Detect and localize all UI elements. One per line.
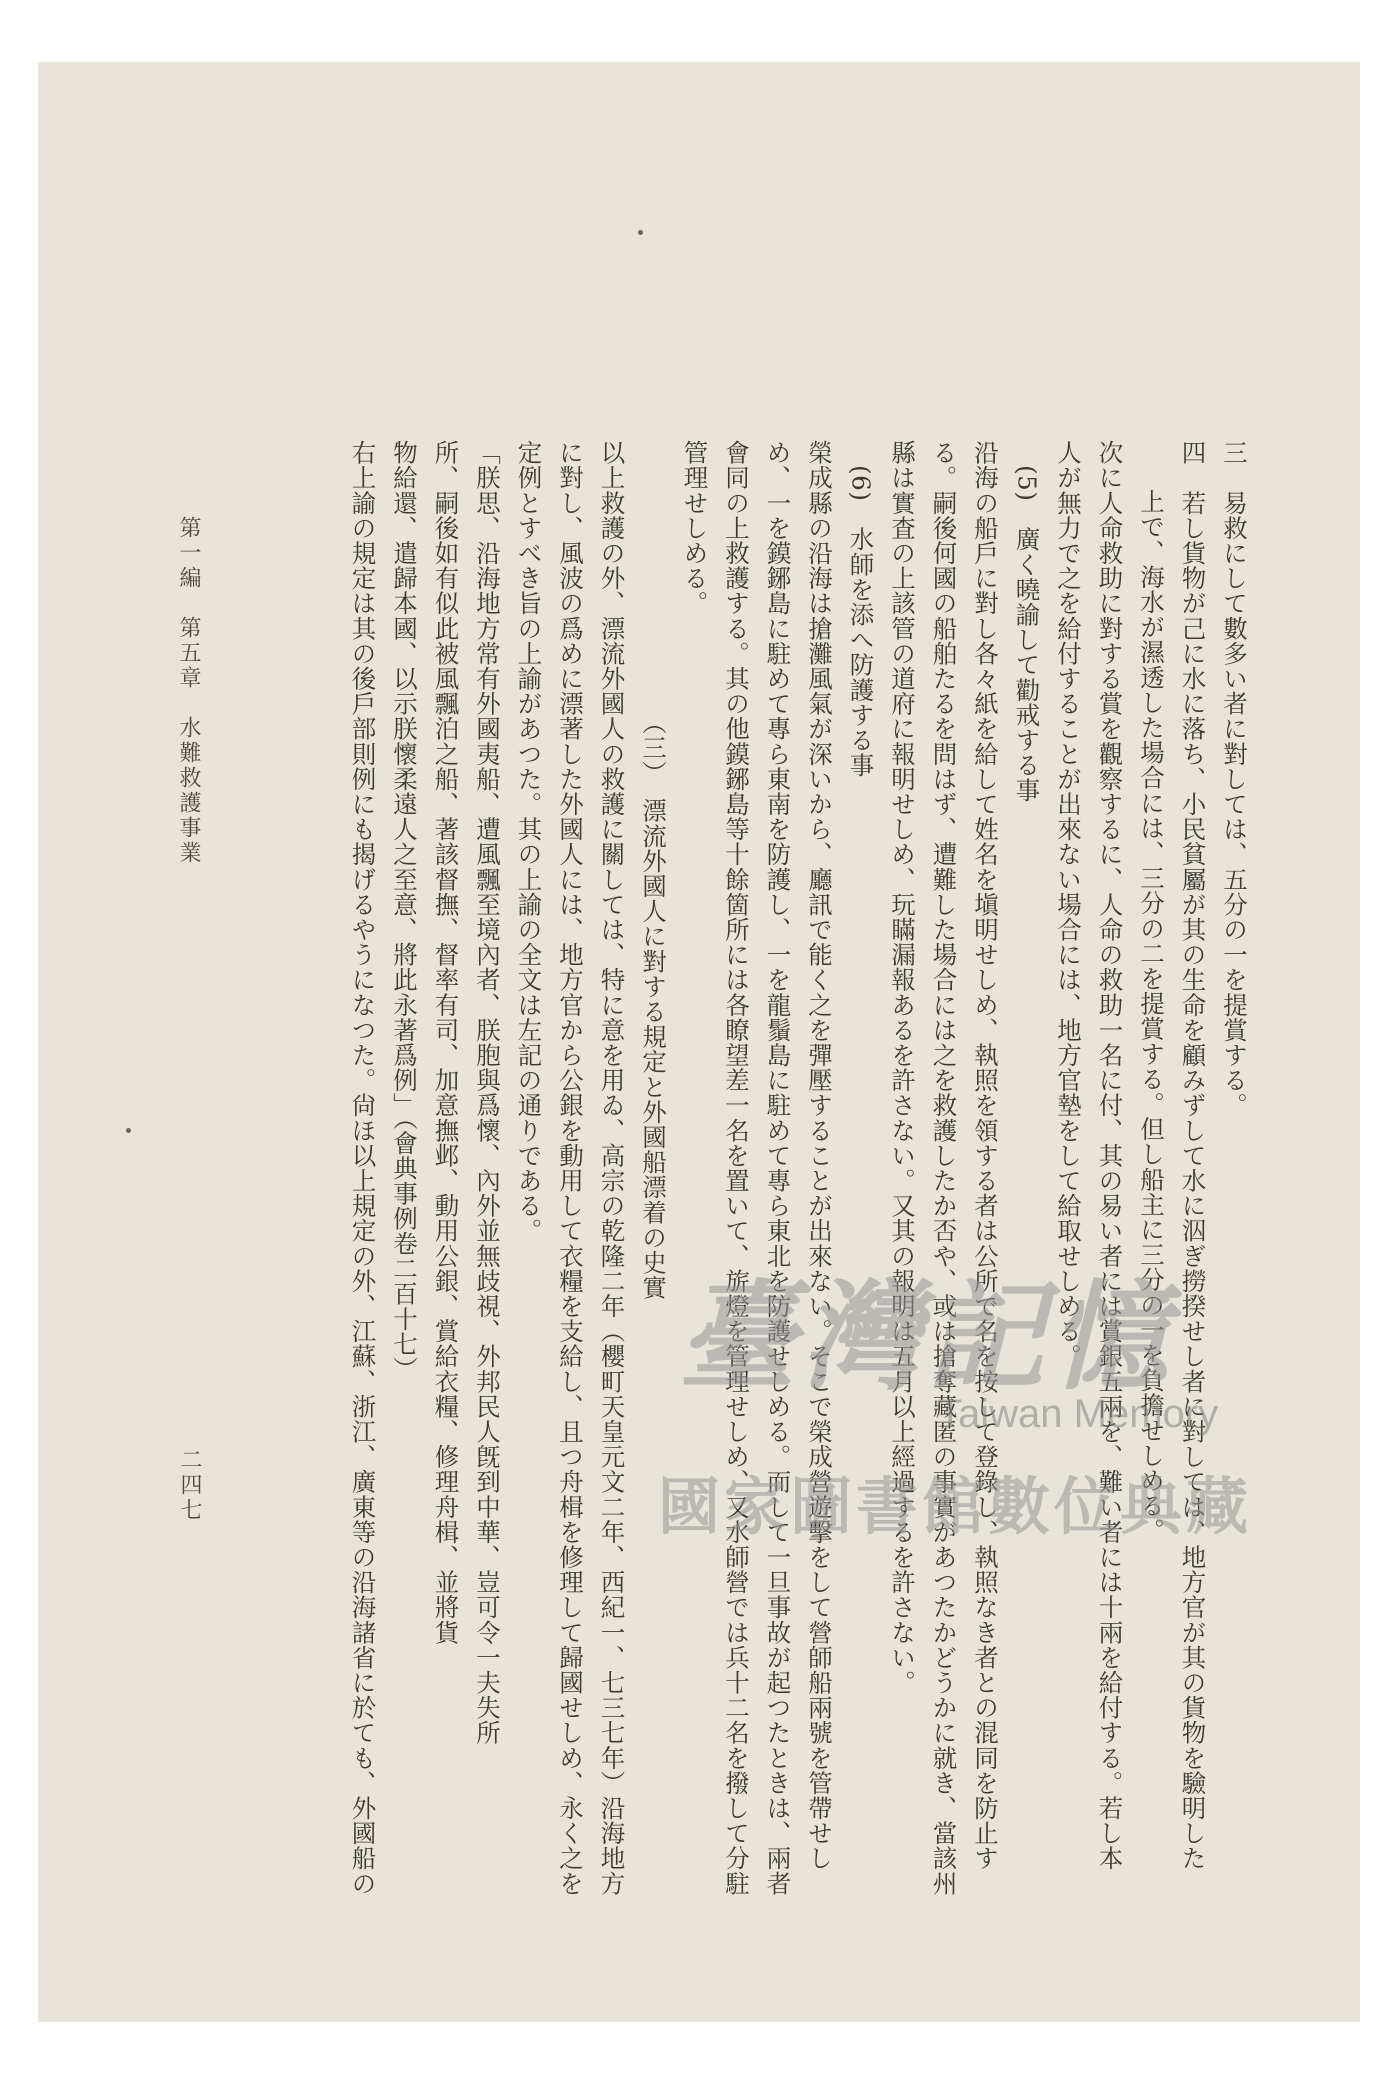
text-column: 「朕思、沿海地方常有外國夷船、遭風飄至境內者、朕胞與爲懷、內外並無歧視、外邦民人旣到中華、豈可令一夫失所	[473, 440, 502, 1746]
text-column: 右上諭の規定は其の後戶部則例にも揭げるやうになつた。尙ほ以上規定の外、江蘇、浙江、廣東等の沿海諸省に於ても、外國船の	[348, 440, 378, 1896]
text-column: 以上救護の外、漂流外國人の救護に關しては、特に意を用ゐ、高宗の乾隆二年（櫻町天皇元文二年、西紀一、七三七年）沿海地方	[597, 440, 627, 1896]
text-column: 上で、海水が濕透した場合には、三分の二を提賞する。但し船主に三分の一を負擔せしめる。	[1137, 489, 1166, 1544]
body-text	[255, 440, 1255, 1896]
watermark-logo: 臺灣記憶	[678, 1267, 1175, 1406]
text-column: 定例とすべき旨の上諭があつた。其の上諭の全文は左記の通りである。	[514, 440, 544, 1244]
text-column: （三） 漂流外國人に對する規定と外國船漂着の史實	[639, 709, 668, 1300]
text-column: 人が無力で之を給付することが出來ない場合には、地方官墊をして給取せしめる。	[1054, 440, 1083, 1369]
text-column: 沿海の船戶に對し各々紙を給して姓名を塡明せしめ、執照を領する者は公所で名を按して登錄し、執照なき者との混同を防止す	[971, 440, 1000, 1871]
text-column: る。嗣後何國の船舶たるを問はず、遭難した場合には之を救護したか否や、或は搶奪藏匿の事實があつたかどうかに就き、當該州	[929, 440, 959, 1896]
text-column: (6) 水師を添へ防護する事	[846, 464, 876, 778]
text-column: 三 易救にして數多い者に對しては、五分の一を提賞する。	[1220, 440, 1249, 1118]
text-column: 物給還、遣歸本國、以示朕懷柔遠人之至意、將此永著爲例」（會典事例卷二百十七）	[390, 440, 419, 1382]
watermark-english: Taiwan Memory	[938, 1392, 1219, 1436]
ink-speck	[638, 230, 643, 235]
text-column: 縣は實査の上該管の道府に報明せしめ、玩瞞漏報あるを許さない。又其の報明は五月以上經過するを許さない。	[888, 440, 917, 1695]
watermark-chinese: 國家圖書館數位典藏	[658, 1470, 1253, 1543]
text-column: 四 若し貨物が己に水に落ち、小民貧屬が其の生命を顧みずして水に泅ぎ撈揆せし者に對しては、地方官が其の貨物を驗明した	[1178, 440, 1208, 1871]
page-number: 二四七	[177, 1448, 202, 1523]
text-column: 所、嗣後如有似此被風飄泊之船、著該督撫、督率有司、加意撫邺、動用公銀、賞給衣糧、修理舟楫、並將貨	[431, 440, 461, 1645]
text-column: 管理せしめる。	[680, 440, 710, 616]
text-column: (5) 廣く曉諭して勸戒する事	[1012, 464, 1042, 803]
ink-speck	[126, 1128, 131, 1133]
text-column: 榮成縣の沿海は搶灘風氣が深いから、廳訊で能く之を彈壓することが出來ない。そこで榮成營遊擊をして營師船兩號を管帶せし	[805, 440, 834, 1871]
text-column: 次に人命救助に對する賞を觀察するに、人命の救助一名に付、其の易い者には賞銀五兩を、難い者には十兩を給付する。若し本	[1095, 440, 1125, 1871]
text-column: め、一を鏌鋣島に駐めて專ら東南を防護し、一を龍鬚島に駐めて專ら東北を防護せしめる。而して一旦事故が起つたときは、兩者	[763, 440, 793, 1896]
scanned-page	[38, 62, 1360, 2022]
text-column: 會同の上救護する。其の他鏌鋣島等十餘箇所には各瞭望差一名を置いて、旂燈を管理せしめ、又水師營では兵十二名を撥して分駐	[722, 440, 751, 1896]
chapter-footer: 第一編 第五章 水難救護事業	[176, 516, 201, 866]
text-column: に對し、風波の爲めに漂著した外國人には、地方官から公銀を動用して衣糧を支給し、且つ舟楫を修理して歸國せしめ、永く之を	[556, 440, 585, 1896]
